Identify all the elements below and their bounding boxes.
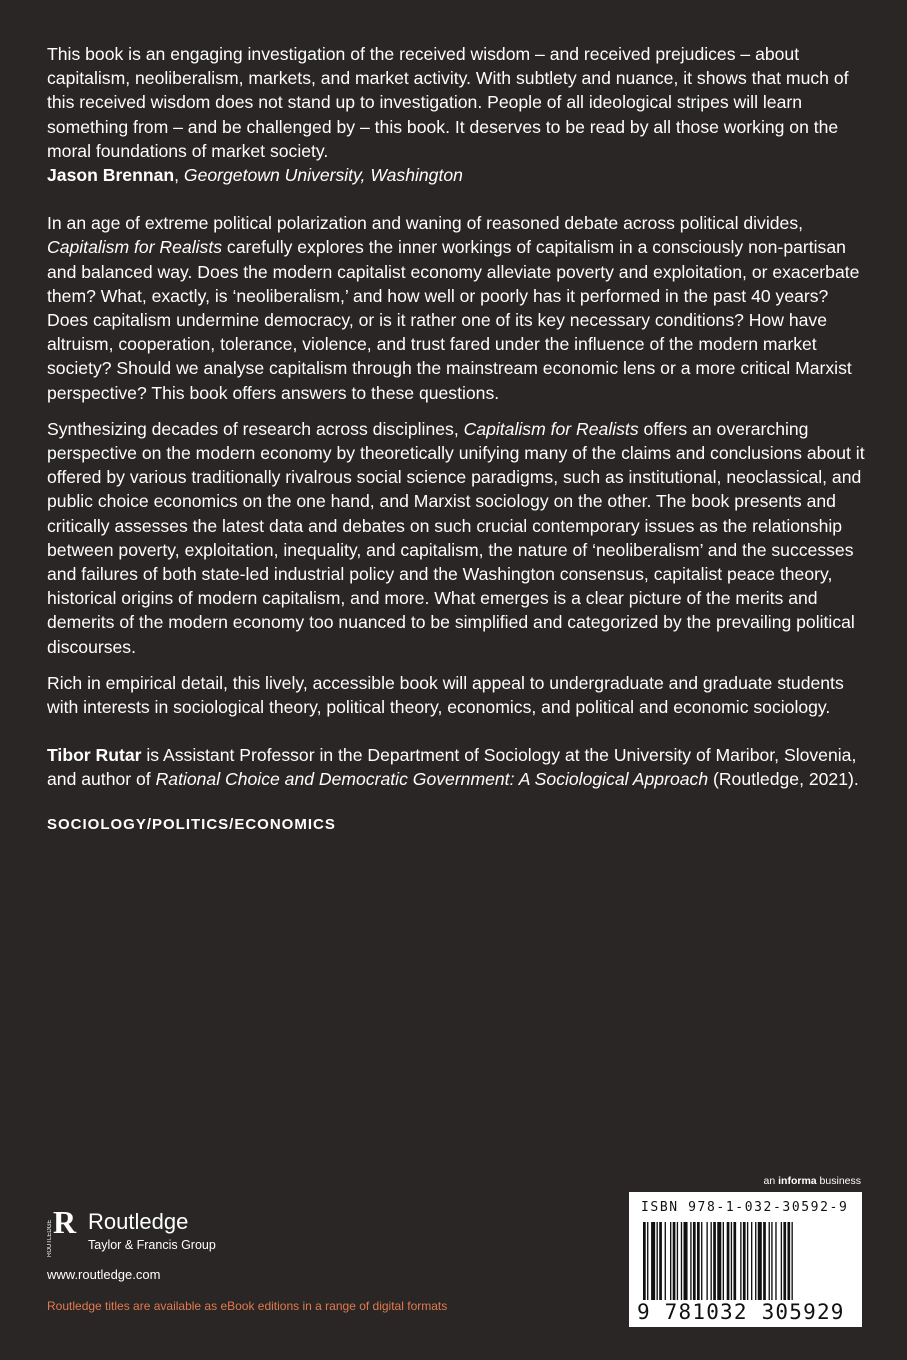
description-paragraph-2: Synthesizing decades of research across disciplines, Capitalism for Realists offers an overarching perspective on the modern economy by theoretically unifying many of the claims and conclusions about it offered by various traditionally rivalrous social science paradigms, such as institutional, neoclassical, and public choice economics on the one hand, and Marxist sociology on the other. The book presents and critically assesses the latest data and debates on such crucial contemporary issues as the relationship between poverty, exploitation, inequality, and capitalism, the nature of ‘neoliberalism’ and the successes and failures of both state-led industrial policy and the Washington consensus, capitalist peace theory, historical origins of modern capitalism, and more. What emerges is a clear picture of the merits and demerits of the modern economy too nuanced to be simplified and categorized by the prevailing political discourses.	[47, 418, 865, 657]
barcode-bar	[659, 1222, 662, 1300]
endorsement-affiliation: Georgetown University, Washington	[183, 165, 463, 186]
barcode-bar	[643, 1222, 646, 1300]
publisher-name: Routledge	[88, 1209, 189, 1234]
ebook-note: Routledge titles are available as eBook editions in a range of digital formats	[47, 1299, 448, 1313]
book-title: Capitalism for Realists	[463, 418, 639, 439]
back-cover-text	[47, 42, 867, 833]
author-bio: Tibor Rutar is Assistant Professor in the Department of Sociology at the University of Maribor, Slovenia, and author of Rational Choice and Democratic Government: A Sociological Approach (Routledge, 2021).	[47, 745, 859, 790]
description-paragraph-3: Rich in empirical detail, this lively, accessible book will appeal to undergraduate and graduate students with interests in sociological theory, political theory, economics, and political and economic sociology.	[47, 672, 844, 718]
book-title: Capitalism for Realists	[47, 237, 223, 258]
barcode-bar	[647, 1222, 648, 1300]
barcode-bar	[690, 1222, 691, 1300]
barcode-bar	[670, 1222, 671, 1300]
barcode-bar	[769, 1222, 770, 1300]
informa-tagline: an informa business	[763, 1175, 861, 1187]
isbn-barcode	[629, 1192, 862, 1327]
subject-category: SOCIOLOGY/POLITICS/ECONOMICS	[47, 815, 336, 833]
endorsement-author: Jason Brennan	[47, 165, 175, 186]
barcode-bar	[727, 1222, 730, 1300]
barcode-bar	[747, 1222, 748, 1300]
isbn-label: ISBN 978-1-032-30592-9	[641, 1200, 849, 1215]
barcode-bar	[711, 1222, 712, 1300]
barcode-bar	[723, 1222, 724, 1300]
barcode-bar	[697, 1222, 700, 1300]
barcode-bar	[713, 1222, 716, 1300]
ean-digits: 9 781032 305929	[637, 1300, 845, 1324]
barcode-bar	[731, 1222, 732, 1300]
barcode-bar	[783, 1222, 786, 1300]
description-paragraph-1: In an age of extreme political polarization and waning of reasoned debate across political divides, Capitalism for Realists carefully explores the inner workings of capitalism in a consciously non-partisan and balanced way. Does the modern capitalist economy alleviate poverty and exploitation, or exacerbate them? What, exactly, is ‘neoliberalism,’ and how well or poorly has it performed in the past 40 years? Does capitalism undermine democracy, or is it rather one of its key necessary conditions? How have altruism, cooperation, tolerance, violence, and trust fared under the influence of the modern market society? Should we analyse capitalism through the mainstream economic lens or a more critical Marxist perspective? This book offers answers to these questions.	[47, 213, 860, 403]
routledge-logo-vertical: ROUTLEDGE	[47, 1219, 53, 1257]
barcode-bar	[657, 1222, 658, 1300]
barcode-bar	[665, 1222, 666, 1300]
barcode-bar	[651, 1222, 655, 1300]
barcode-bar	[701, 1222, 702, 1300]
barcode-bar	[684, 1222, 688, 1300]
barcode-bar	[693, 1222, 696, 1300]
barcode-bars	[643, 1222, 849, 1300]
barcode-bar	[763, 1222, 766, 1300]
barcode-bar	[717, 1222, 721, 1300]
barcode-bar	[681, 1222, 682, 1300]
barcode-bar	[751, 1222, 752, 1300]
publisher-url[interactable]: www.routledge.com	[47, 1267, 161, 1282]
routledge-logo-icon	[47, 1205, 77, 1257]
barcode-bar	[743, 1222, 746, 1300]
author-name: Tibor Rutar	[47, 745, 142, 766]
barcode-bar	[673, 1222, 676, 1300]
barcode-bar	[775, 1222, 776, 1300]
barcode-bar	[677, 1222, 678, 1300]
barcode-bar	[771, 1222, 772, 1300]
barcode-bar	[733, 1222, 736, 1300]
endorsement-quote: This book is an engaging investigation of the received wisdom – and received prejudices – about capitalism, neoliberalism, markets, and market activity. With subtlety and nuance, it shows that much of this received wisdom does not stand up to investigation. People of all ideological stripes will learn something from – and be challenged by – this book. It deserves to be read by all those working on the moral foundations of market society.	[47, 44, 849, 161]
author-other-book: Rational Choice and Democratic Government: A Sociological Approach	[155, 769, 709, 790]
barcode-bar	[758, 1222, 762, 1300]
barcode-bar	[781, 1222, 782, 1300]
routledge-logo-mark: R	[53, 1205, 77, 1240]
barcode-bar	[787, 1222, 790, 1300]
barcode-bar	[792, 1222, 793, 1300]
endorsement: This book is an engaging investigation of the received wisdom – and received prejudices – about capitalism, neoliberalism, markets, and market activity. With subtlety and nuance, it shows that much of this received wisdom does not stand up to investigation. People of all ideological stripes will learn something from – and be challenged by – this book. It deserves to be read by all those working on the moral foundations of market society. Jason Brennan, Georgetown University, Washington	[47, 44, 849, 186]
barcode-bar	[755, 1222, 756, 1300]
barcode-bar	[706, 1222, 707, 1300]
publisher-group: Taylor & Francis Group	[88, 1238, 216, 1252]
barcode-bar	[740, 1222, 741, 1300]
